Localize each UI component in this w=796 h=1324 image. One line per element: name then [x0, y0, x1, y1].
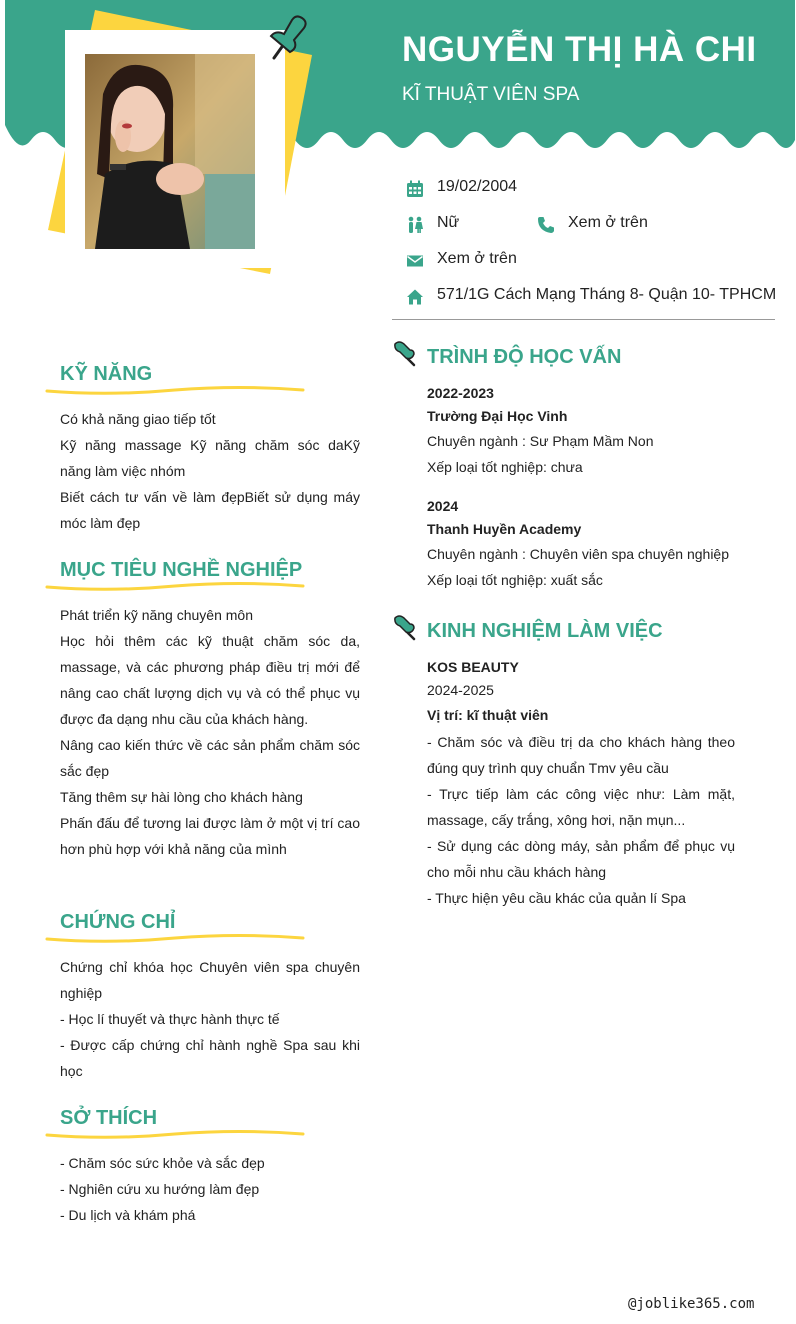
contact-divider: [392, 319, 775, 320]
career-goal-title: MỤC TIÊU NGHỀ NGHIỆP: [60, 559, 303, 581]
hobbies-list: [60, 1150, 360, 1228]
skills-underline: [45, 385, 305, 397]
footer-watermark: @joblike365.com: [628, 1296, 755, 1312]
skills-list: [60, 406, 360, 536]
experience-position: Vị trí: kĩ thuật viên: [427, 707, 549, 723]
pushpin-icon: [266, 14, 310, 62]
education-entry: [427, 495, 735, 593]
gender-icon: [406, 216, 424, 234]
address-value: 571/1G Cách Mạng Tháng 8- Quận 10- TPHCM: [437, 286, 777, 303]
pushpin-icon: [392, 340, 418, 368]
pushpin-icon: [392, 614, 418, 642]
career-goal-underline: [45, 581, 305, 593]
phone-icon: [537, 216, 555, 234]
experience-company: KOS BEAUTY: [427, 659, 519, 675]
hobby-item: - Chăm sóc sức khỏe và sắc đẹp: [60, 1155, 265, 1171]
certificates-underline: [45, 933, 305, 945]
birthday-value: 19/02/2004: [437, 178, 518, 195]
certificates-list: [60, 954, 360, 1084]
experience-period: 2024-2025: [427, 682, 494, 698]
home-icon: [406, 288, 424, 306]
hobby-item: - Nghiên cứu xu hướng làm đẹp: [60, 1181, 260, 1197]
education-grade: Xếp loại tốt nghiệp: chưa: [427, 459, 583, 475]
hobbies-title: SỞ THÍCH: [60, 1107, 158, 1129]
education-major: Chuyên ngành : Chuyên viên spa chuyên nghiệp: [427, 546, 729, 562]
career-goal-item: Học hỏi thêm các kỹ thuật chăm sóc da, massage, và các phương pháp điều trị mới để nâng cao chất lượng dịch vụ và có thể phục vụ được đa dạng nhu cầu của khách hàng.: [60, 633, 360, 727]
education-school: Trường Đại Học Vinh: [427, 408, 568, 424]
education-year: 2022-2023: [427, 385, 494, 401]
experience-duty: - Sử dụng các dòng máy, sản phẩm để phục vụ cho mỗi nhu cầu khách hàng: [427, 838, 735, 880]
career-goal-item: Phát triển kỹ năng chuyên môn: [60, 607, 254, 623]
experience-duty: - Thực hiện yêu cầu khác của quản lí Spa: [427, 890, 686, 906]
candidate-job-title: KĨ THUẬT VIÊN SPA: [402, 84, 580, 105]
education-grade: Xếp loại tốt nghiệp: xuất sắc: [427, 572, 603, 588]
education-title: TRÌNH ĐỘ HỌC VẤN: [427, 346, 622, 368]
experience-duty: - Chăm sóc và điều trị da cho khách hàng theo đúng quy trình quy chuẩn Tmv yêu cầu: [427, 734, 735, 776]
certificates-title: CHỨNG CHỈ: [60, 911, 176, 933]
career-goal-list: [60, 602, 360, 862]
experience-duty: - Trực tiếp làm các công việc như: Làm mặt, massage, cấy trắng, xông hơi, nặn mụn...: [427, 786, 735, 828]
education-school: Thanh Huyền Academy: [427, 521, 582, 537]
avatar-photo: [85, 54, 255, 249]
career-goal-item: Phấn đấu để tương lai được làm ở một vị trí cao hơn phù hợp với khả năng của mình: [60, 815, 360, 857]
career-goal-item: Tăng thêm sự hài lòng cho khách hàng: [60, 789, 303, 805]
certificate-item: Chứng chỉ khóa học Chuyên viên spa chuyên nghiệp: [60, 959, 360, 1001]
email-icon: [406, 252, 424, 270]
education-major: Chuyên ngành : Sư Phạm Mầm Non: [427, 433, 654, 449]
skills-title: KỸ NĂNG: [60, 363, 153, 385]
candidate-name: NGUYỄN THỊ HÀ CHI: [402, 30, 757, 69]
experience-title: KINH NGHIỆM LÀM VIỆC: [427, 620, 663, 642]
email-value[interactable]: Xem ở trên: [437, 250, 517, 267]
education-year: 2024: [427, 498, 459, 514]
phone-value[interactable]: Xem ở trên: [568, 214, 648, 231]
career-goal-item: Nâng cao kiến thức về các sản phẩm chăm sóc sắc đẹp: [60, 737, 360, 779]
gender-value: Nữ: [437, 214, 460, 231]
calendar-icon: [406, 180, 424, 198]
skill-item: Kỹ năng massage Kỹ năng chăm sóc daKỹ năng làm việc nhóm: [60, 437, 360, 479]
certificate-item: - Học lí thuyết và thực hành thực tế: [60, 1011, 280, 1027]
education-entry: [427, 382, 735, 480]
experience-entry: [427, 656, 735, 911]
hobbies-underline: [45, 1129, 305, 1141]
skill-item: Có khả năng giao tiếp tốt: [60, 411, 216, 427]
hobby-item: - Du lịch và khám phá: [60, 1207, 196, 1223]
certificate-item: - Được cấp chứng chỉ hành nghề Spa sau khi học: [60, 1037, 360, 1079]
skill-item: Biết cách tư vấn về làm đẹpBiết sử dụng máy móc làm đẹp: [60, 489, 360, 531]
